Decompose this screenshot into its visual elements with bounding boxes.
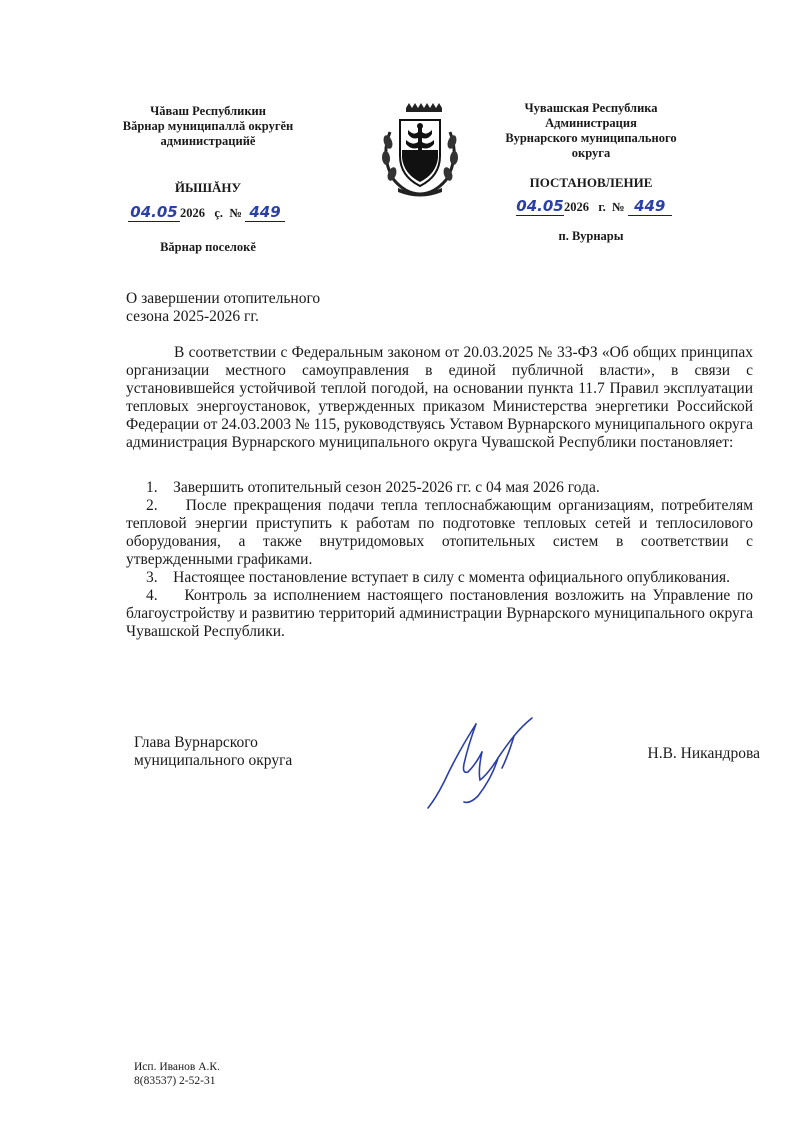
preamble-paragraph: В соответствии с Федеральным законом от 20.03.2025 № 33-ФЗ «Об общих принципах организации местного самоуправления в единой публичной власти», в связи с установившейся устойчивой теплой погодой, на основании пункта 11.7 Правил эксплуатации тепловых энергоустановок, утвержденных приказом Министерства энергетики Российской Федерации от 24.03.2003 № 115, руководствуясь Уставом Вурнарского муниципального округа администрация Вурнарского муниципального округа Чувашской Республики постановляет: xyxy=(126,344,753,451)
header-left-doc-type: ЙЫШĂНУ xyxy=(174,180,242,195)
header-left-org xyxy=(108,104,308,149)
list-item xyxy=(126,497,753,569)
header-right-date: 04.05 xyxy=(516,197,564,215)
header-left-date-line xyxy=(128,205,328,222)
header-right-doc-type: ПОСТАНОВЛЕНИЕ xyxy=(529,175,653,190)
list-item-text: Завершить отопительный сезон 2025-2026 гг. с 04 мая 2026 года. xyxy=(173,479,600,496)
header-right-num-sign: № xyxy=(612,200,625,214)
header-left-date: 04.05 xyxy=(130,203,178,221)
header-left-year-suffix: ç. xyxy=(214,206,224,220)
header-right-year-suffix: г. xyxy=(598,200,606,214)
header-right-line1: Чувашская Республика xyxy=(524,101,658,115)
header-right-date-line xyxy=(516,199,716,216)
list-item-number: 4. xyxy=(146,587,158,604)
list-item xyxy=(126,479,753,497)
header-left-line2: Вăрнар муниципаллă округĕн xyxy=(122,119,294,133)
document-subject xyxy=(126,290,386,326)
header-left-number: 449 xyxy=(249,203,281,221)
list-item-number: 2. xyxy=(146,497,158,514)
handwritten-signature xyxy=(418,712,548,812)
list-item xyxy=(126,569,753,587)
coat-of-arms-icon xyxy=(376,102,464,198)
header-left-line1: Чăваш Республикин xyxy=(150,104,266,118)
signatory-name: Н.В. Никандрова xyxy=(647,745,760,762)
list-item xyxy=(126,587,753,641)
header-right-place: п. Вурнары xyxy=(558,229,624,243)
footer-executor: Исп. Иванов А.К. xyxy=(134,1061,220,1073)
list-item-text: Контроль за исполнением настоящего постановления возложить на Управление по благоустройству и развитию территорий администрации Вурнарского муниципального округа Чувашской Республики. xyxy=(126,587,753,640)
list-item-number: 1. xyxy=(146,479,158,496)
document-body xyxy=(126,344,753,641)
subject-line2: сезона 2025-2026 гг. xyxy=(126,308,259,325)
header-right-line4: округа xyxy=(571,146,611,160)
header-left-num-sign: № xyxy=(229,206,242,220)
header-right-year: 2026 xyxy=(564,200,589,214)
list-item-text: После прекращения подачи тепла теплоснабжающим организациям, потребителям тепловой энергии приступить к работам по подготовке тепловых сетей и теплосилового оборудования, а также внутридомовых отопительных систем в соответствии с утвержденными графиками. xyxy=(126,497,754,568)
header-right-org xyxy=(486,101,696,161)
signatory-title-line2: муниципального округа xyxy=(134,752,293,769)
list-item-text: Настоящее постановление вступает в силу с момента официального опубликования. xyxy=(173,569,730,586)
list-item-number: 3. xyxy=(146,569,158,586)
header-left-year: 2026 xyxy=(180,206,205,220)
header-left-line3: администрацийĕ xyxy=(160,134,256,148)
footer-phone: 8(83537) 2-52-31 xyxy=(134,1075,216,1087)
header-left-place: Вăрнар поселокĕ xyxy=(160,240,256,254)
footer-executor-block xyxy=(134,1060,334,1088)
subject-line1: О завершении отопительного xyxy=(126,290,321,307)
signatory-title-line1: Глава Вурнарского xyxy=(134,734,258,751)
signatory-title xyxy=(134,734,374,770)
header-right-line3: Вурнарского муниципального xyxy=(505,131,677,145)
header-right-number: 449 xyxy=(634,197,666,215)
header-right-line2: Администрация xyxy=(545,116,637,130)
